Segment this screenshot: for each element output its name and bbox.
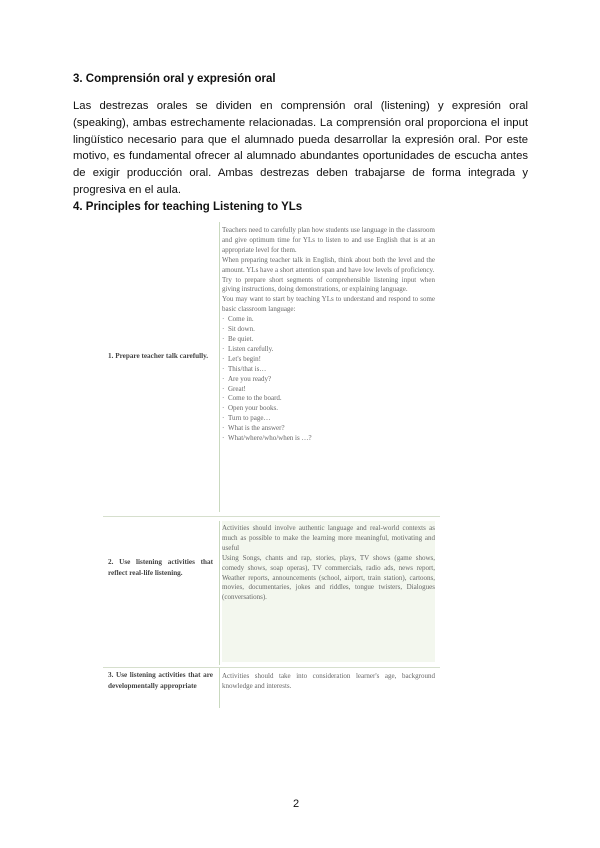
row-content	[222, 521, 435, 662]
list-item: · What is the answer?	[222, 424, 435, 434]
row-label: 3. Use listening activities that are developmentally appropriate	[108, 671, 213, 690]
row-separator	[103, 516, 440, 517]
list-item: · Listen carefully.	[222, 345, 435, 355]
list-item: · Let's begin!	[222, 355, 435, 365]
row-content	[222, 672, 435, 692]
section-3-paragraph: Las destrezas orales se dividen en comprensión oral (listening) y expresión oral (speaking), ambas estrechamente relacionadas. La comprensión oral proporciona el input lingüístico necesario para que el alumnado pueda desarrollar la expresión oral. Por este motivo, es fundamental ofrecer al alumnado abundantes oportunidades de escucha antes de exigir producción oral. Ambas destrezas deben trabajarse de forma integrada y progresiva en el aula.	[73, 100, 528, 196]
column-divider	[219, 668, 220, 708]
row-paragraph: Activities should take into consideration learner's age, background knowledge and interests.	[222, 672, 435, 690]
classroom-language-list	[222, 315, 435, 444]
row-label: 2. Use listening activities that reflect real-life listening.	[108, 558, 213, 577]
list-item: · Come to the board.	[222, 394, 435, 404]
column-divider	[219, 521, 220, 665]
table-row	[103, 222, 440, 512]
page-number: 2	[293, 798, 300, 810]
row-paragraph: Teachers need to carefully plan how students use language in the classroom and give optimum time for YLs to listen to and use English that is at an appropriate level for them.	[222, 226, 435, 254]
principles-table	[103, 222, 440, 690]
row-content	[222, 226, 435, 444]
row-paragraph: Using Songs, chants and rap, stories, plays, TV shows (game shows, comedy shows, soap operas), TV commercials, radio ads, news report, Weather reports, announcements (school, airport, train station), cartoons, movies, documentaries, jokes and riddles, tongue twisters, Dialogues (conversations).	[222, 553, 435, 602]
list-item: · Come in.	[222, 315, 435, 325]
row-paragraph: Try to prepare short segments of comprehensible listening input when giving instructions, doing demonstrations, or explaining language.	[222, 275, 435, 294]
column-divider	[219, 222, 220, 512]
table-row	[103, 668, 440, 690]
table-row	[103, 521, 440, 665]
section-4-heading: 4. Principles for teaching Listening to YLs	[73, 201, 303, 213]
row-label: 1. Prepare teacher talk carefully.	[108, 352, 209, 360]
list-item: · Sit down.	[222, 325, 435, 335]
list-item: · Open your books.	[222, 404, 435, 414]
list-item: · Are you ready?	[222, 375, 435, 385]
list-item: · What/where/who/when is …?	[222, 434, 435, 444]
row-paragraph: When preparing teacher talk in English, think about both the level and the amount. YLs have a short attention span and have low levels of proficiency.	[222, 255, 435, 274]
section-3-heading: 3. Comprensión oral y expresión oral	[73, 73, 276, 85]
row-paragraph: You may want to start by teaching YLs to understand and respond to some basic classroom language:	[222, 295, 435, 314]
list-item: · Turn to page…	[222, 414, 435, 424]
row-paragraph: Activities should involve authentic language and real-world contexts as much as possible to make the learning more meaningful, motivating and useful	[222, 524, 435, 552]
list-item: · Great!	[222, 385, 435, 395]
list-item: · This/that is…	[222, 365, 435, 375]
list-item: · Be quiet.	[222, 335, 435, 345]
